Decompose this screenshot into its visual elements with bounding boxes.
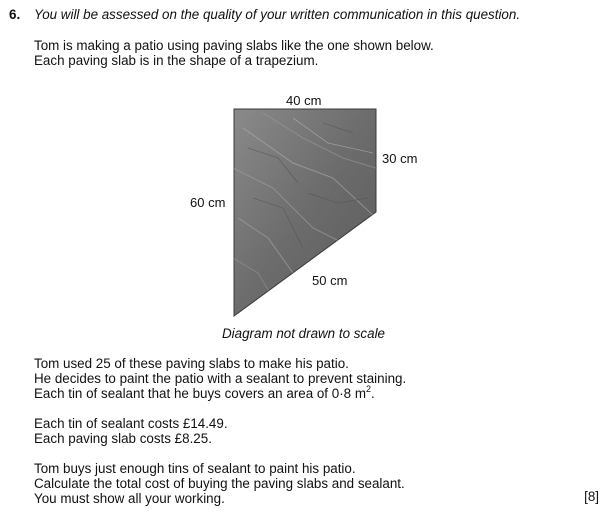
coverage-end: . bbox=[371, 386, 375, 401]
diagram-caption: Diagram not drawn to scale bbox=[222, 326, 385, 341]
task-line-1: Tom buys just enough tins of sealant to paint his patio. bbox=[34, 461, 356, 476]
intro-line-1: Tom is making a patio using paving slabs like the one shown below. bbox=[34, 38, 434, 53]
left-side-label: 60 cm bbox=[190, 195, 226, 210]
task-line-2: Calculate the total cost of buying the paving slabs and sealant. bbox=[34, 476, 405, 491]
tin-cost-line: Each tin of sealant costs £14.49. bbox=[34, 416, 228, 431]
trapezium-slab-diagram bbox=[233, 108, 377, 318]
right-side-label: 30 cm bbox=[382, 151, 418, 166]
coverage-text: Each tin of sealant that he buys covers an area of 0·8 m bbox=[34, 386, 366, 401]
body-line-2: He decides to paint the patio with a sealant to prevent staining. bbox=[34, 371, 407, 386]
top-side-label: 40 cm bbox=[286, 93, 322, 108]
question-number: 6. bbox=[9, 7, 21, 22]
communication-note: You will be assessed on the quality of your written communication in this question. bbox=[34, 7, 521, 22]
squared-superscript: 2 bbox=[365, 384, 371, 394]
body-line-3 bbox=[34, 386, 375, 401]
body-line-1: Tom used 25 of these paving slabs to make his patio. bbox=[34, 356, 349, 371]
slab-cost-line: Each paving slab costs £8.25. bbox=[34, 431, 212, 446]
slant-side-label: 50 cm bbox=[312, 273, 348, 288]
intro-line-2: Each paving slab is in the shape of a trapezium. bbox=[34, 53, 319, 68]
slab-shape bbox=[234, 109, 376, 316]
marks-label: [8] bbox=[584, 489, 599, 504]
task-line-3: You must show all your working. bbox=[34, 491, 225, 506]
